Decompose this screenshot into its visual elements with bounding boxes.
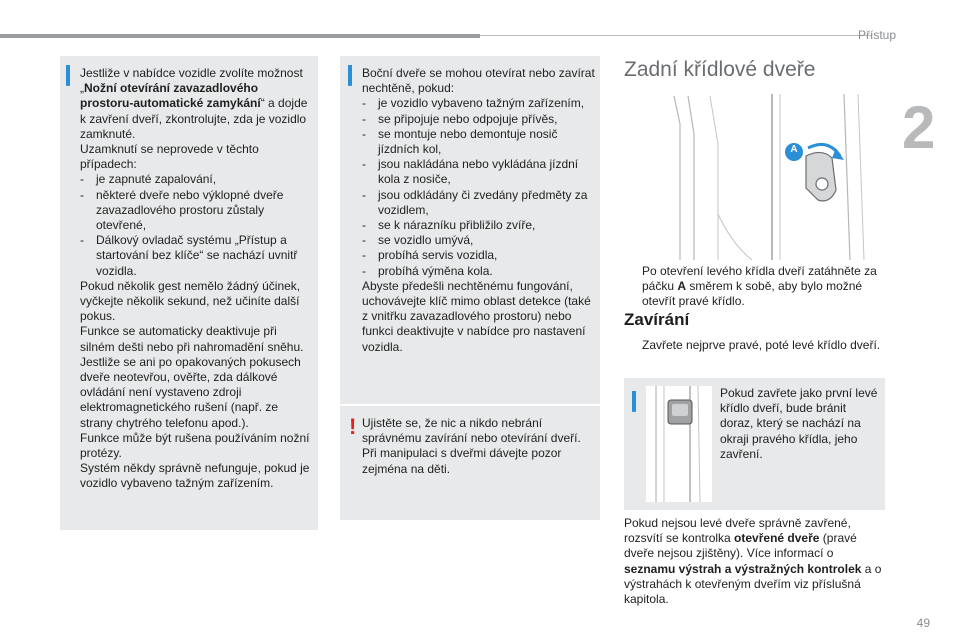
callout-a-label: A <box>790 144 798 155</box>
condition-list <box>362 96 596 278</box>
paragraph: Funkce může být rušena používáním nožní protézy. <box>80 430 310 461</box>
section-label: Přístup <box>857 28 896 42</box>
list-item: - některé dveře nebo výklopné dveře zavazadlového prostoru zůstaly otevřené, <box>80 188 312 234</box>
paragraph: Funkce se automaticky deaktivuje při silném dešti nebo při nahromadění sněhu. <box>80 324 304 354</box>
warning-icon: ! <box>349 414 357 439</box>
paragraph: Uzamknutí se neprovede v těchto případech: <box>80 142 259 172</box>
info-box-text: Pokud zavřete jako první levé křídlo dveří, bude bránit doraz, který se nachází na okraji pravého křídla, jeho zavření. <box>720 386 878 461</box>
warning-box <box>340 404 600 520</box>
info-box-closing <box>624 378 885 510</box>
list-item: - Dálkový ovladač systému „Přístup a startování bez klíče“ se nachází uvnitř vozidla. <box>80 233 312 279</box>
paragraph: Systém někdy správně nefunguje, pokud je vozidlo vybaveno tažným zařízením. <box>80 461 310 491</box>
info-box-foot-opening <box>60 56 318 530</box>
list-item: - se montuje nebo demontuje nosič jízdních kol, <box>362 127 596 157</box>
list-item: - se k nárazníku přibližilo zvíře, <box>362 218 596 233</box>
open-instruction: Po otevření levého křídla dveří zatáhněte za páčku A směrem k sobě, aby bylo možné otevřít pravé křídlo. <box>642 264 877 309</box>
paragraph: Pokud několik gest nemělo žádný účinek, vyčkejte několik sekund, než učiníte další pokus. <box>80 278 301 324</box>
list-item: - je vozidlo vybaveno tažným zařízením, <box>362 96 596 111</box>
section-title-closing: Zavírání <box>624 310 690 329</box>
list-item: - probíhá servis vozidla, <box>362 248 596 263</box>
info-icon <box>66 66 70 86</box>
paragraph: Jestliže se ani po opakovaných pokusech dveře neotevřou, ověřte, zda dálkové ovládání není vystaveno zdroji elektromagnetického rušení (např. ze strany chytrého telefonu apod.). <box>80 354 301 430</box>
chapter-number: 2 <box>902 94 936 161</box>
rear-door-illustration <box>622 94 880 260</box>
list-item: - je zapnuté zapalování, <box>80 172 312 187</box>
list-item: - jsou odkládány či zvedány předměty za vozidlem, <box>362 188 596 218</box>
door-stop-illustration <box>646 386 712 502</box>
info-box-text <box>362 66 596 355</box>
header-bar <box>0 34 480 38</box>
header-rule <box>480 35 872 36</box>
paragraph: Abyste předešli nechtěnému fungování, uchovávejte klíč mimo oblast detekce (také z vnitřku zavazadlového prostoru) nebo funkci deaktivujte v nabídce pro nastavení vozidla. <box>362 278 591 354</box>
page-number: 49 <box>916 616 930 630</box>
list-item: - jsou nakládána nebo vykládána jízdní kola z nosiče, <box>362 157 596 187</box>
info-box-side-doors <box>340 56 600 404</box>
paragraph: Jestliže v nabídce vozidle zvolíte možnost „Nožní otevírání zavazadlového prostoru-automatické zamykání“ a dojde k zavření dveří, zkontrolujte, zda je vozidlo zamknuté. <box>80 66 308 141</box>
door-stop-drawing <box>646 386 712 502</box>
info-icon <box>632 392 636 412</box>
list-item: - se vozidlo umývá, <box>362 233 596 248</box>
info-icon <box>348 66 352 86</box>
page-title: Zadní křídlové dveře <box>624 58 816 81</box>
condition-list <box>80 172 312 278</box>
door-warning-paragraph: Pokud nejsou levé dveře správně zavřené, rozsvítí se kontrolka otevřené dveře (pravé dveře nejsou zjištěny). Více informací o seznamu výstrah a výstražných kontrolek a o výstrahách k otevřeným dveřím viz příslušná kapitola. <box>624 516 882 607</box>
list-item: - probíhá výměna kola. <box>362 264 596 279</box>
close-instruction: Zavřete nejprve pravé, poté levé křídlo dveří. <box>642 338 881 352</box>
rear-door-drawing <box>622 94 880 260</box>
list-item: - se připojuje nebo odpojuje přívěs, <box>362 112 596 127</box>
paragraph: Boční dveře se mohou otevírat nebo zavírat nechtěně, pokud: <box>362 66 595 96</box>
info-box-text <box>80 66 312 492</box>
warning-text: Ujistěte se, že nic a nikdo nebrání správnému zavírání nebo otevírání dveří. Při manipulaci s dveřmi dávejte pozor zejména na děti. <box>362 416 581 476</box>
